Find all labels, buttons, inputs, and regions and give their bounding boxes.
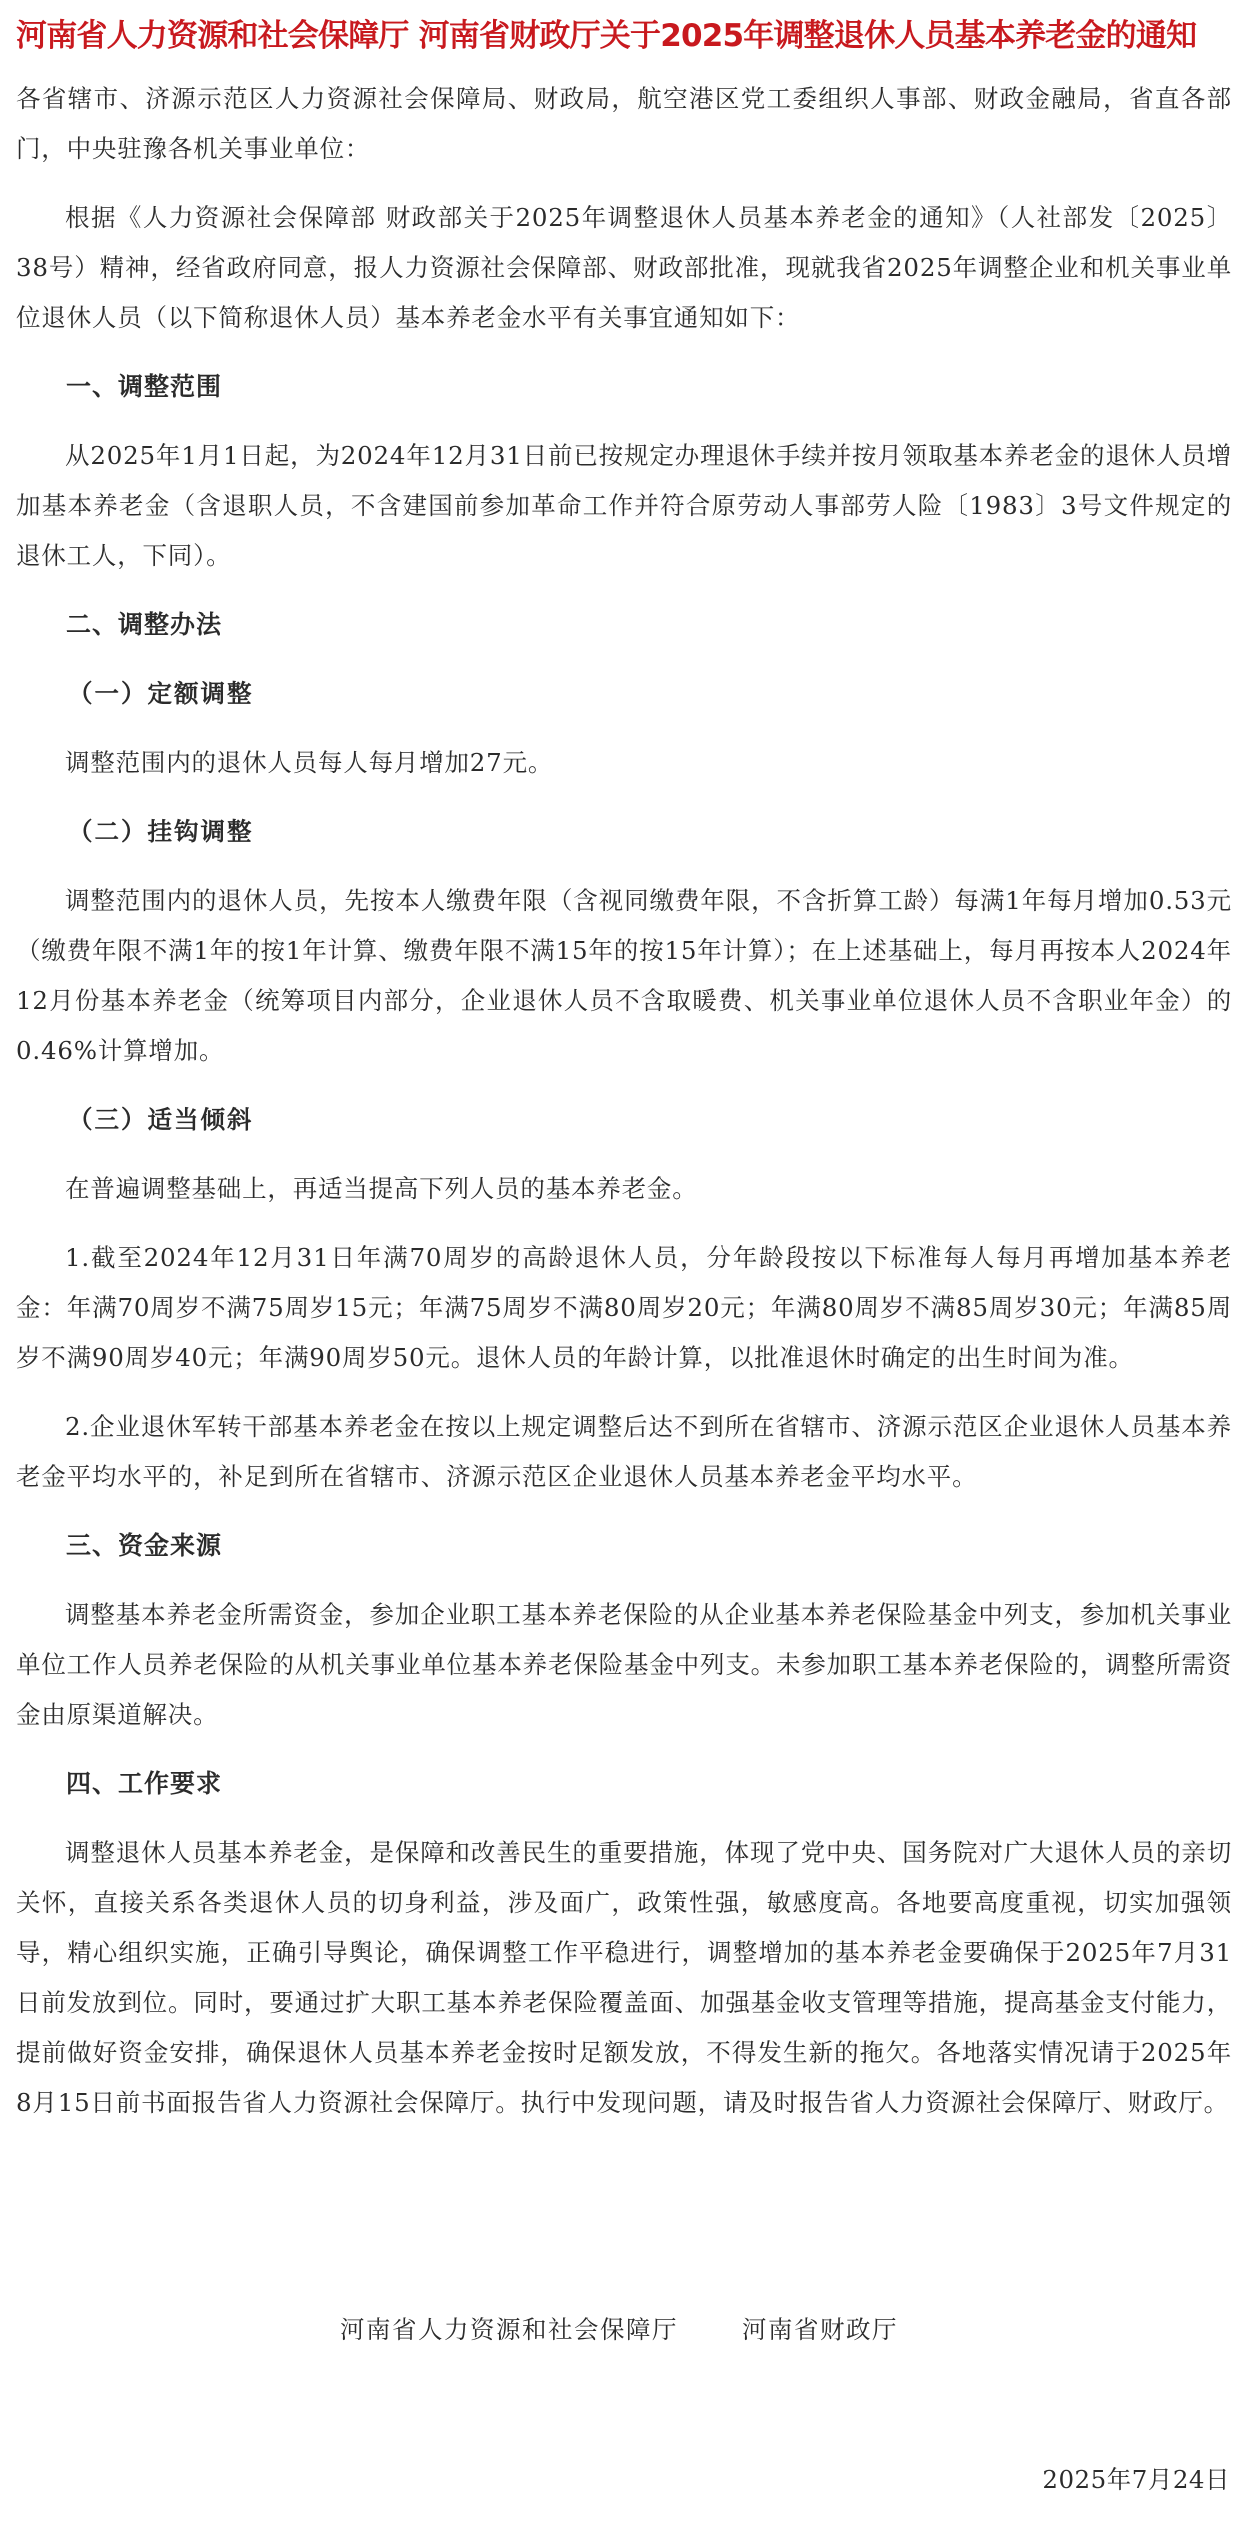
requirements-paragraph: 调整退休人员基本养老金，是保障和改善民生的重要措施，体现了党中央、国务院对广大退休人员的亲切关怀，直接关系各类退休人员的切身利益，涉及面广，政策性强，敏感度高。各地要高度重视，切实加强领导，精心组织实施，正确引导舆论，确保调整工作平稳进行，调整增加的基本养老金要确保于2025年7月31日前发放到位。同时，要通过扩大职工基本养老保险覆盖面、加强基金收支管理等措施，提高基金支付能力，提前做好资金安排，确保退休人员基本养老金按时足额发放，不得发生新的拖欠。各地落实情况请于2025年8月15日前书面报告省人力资源社会保障厅。执行中发现问题，请及时报告省人力资源社会保障厅、财政厅。: [16, 1838, 1232, 2117]
document-date: 2025年7月24日: [1042, 2465, 1230, 2494]
salutation-paragraph: 各省辖市、济源示范区人力资源社会保障局、财政局，航空港区党工委组织人事部、财政金融局，省直各部门，中央驻豫各机关事业单位：: [16, 84, 1232, 163]
section-heading-funding: 三、资金来源: [66, 1531, 223, 1560]
scope-paragraph: 从2025年1月1日起，为2024年12月31日前已按规定办理退休手续并按月领取基本养老金的退休人员增加基本养老金（含退职人员，不含建国前参加革命工作并符合原劳动人事部劳人险〔1983〕3号文件规定的退休工人，下同）。: [16, 441, 1232, 570]
intro-paragraph: 根据《人力资源社会保障部 财政部关于2025年调整退休人员基本养老金的通知》（人社部发〔2025〕38号）精神，经省政府同意，报人力资源社会保障部、财政部批准，现就我省2025年调整企业和机关事业单位退休人员（以下简称退休人员）基本养老金水平有关事宜通知如下：: [16, 203, 1232, 332]
tilt-item-2: 2.企业退休军转干部基本养老金在按以上规定调整后达不到所在省辖市、济源示范区企业退休人员基本养老金平均水平的，补足到所在省辖市、济源示范区企业退休人员基本养老金平均水平。: [16, 1412, 1232, 1491]
section-heading-requirements: 四、工作要求: [66, 1769, 223, 1798]
subsection-heading-fixed: （一）定额调整: [68, 679, 254, 708]
signature-org-finance: 河南省财政厅: [742, 2315, 898, 2344]
section-heading-scope: 一、调整范围: [66, 372, 223, 401]
signature-org-hrss: 河南省人力资源和社会保障厅: [340, 2315, 678, 2344]
subsection-heading-tilt: （三）适当倾斜: [68, 1105, 254, 1134]
tilt-paragraph: 在普遍调整基础上，再适当提高下列人员的基本养老金。: [65, 1174, 698, 1203]
fixed-adjustment-paragraph: 调整范围内的退休人员每人每月增加27元。: [65, 748, 554, 777]
section-heading-method: 二、调整办法: [66, 610, 223, 639]
subsection-heading-linked: （二）挂钩调整: [68, 817, 254, 846]
signature-block: [0, 2305, 1248, 2355]
funding-paragraph: 调整基本养老金所需资金，参加企业职工基本养老保险的从企业基本养老保险基金中列支，参加机关事业单位工作人员养老保险的从机关事业单位基本养老保险基金中列支。未参加职工基本养老保险的，调整所需资金由原渠道解决。: [16, 1600, 1232, 1729]
document-title: 河南省人力资源和社会保障厅 河南省财政厅关于2025年调整退休人员基本养老金的通知: [16, 18, 1197, 54]
tilt-item-1: 1.截至2024年12月31日年满70周岁的高龄退休人员，分年龄段按以下标准每人每月再增加基本养老金：年满70周岁不满75周岁15元；年满75周岁不满80周岁20元；年满80周岁不满85周岁30元；年满85周岁不满90周岁40元；年满90周岁50元。退休人员的年龄计算，以批准退休时确定的出生时间为准。: [16, 1243, 1232, 1372]
linked-adjustment-paragraph: 调整范围内的退休人员，先按本人缴费年限（含视同缴费年限，不含折算工龄）每满1年每月增加0.53元（缴费年限不满1年的按1年计算、缴费年限不满15年的按15年计算）；在上述基础上，每月再按本人2024年12月份基本养老金（统筹项目内部分，企业退休人员不含取暖费、机关事业单位退休人员不含职业年金）的0.46%计算增加。: [16, 886, 1232, 1065]
